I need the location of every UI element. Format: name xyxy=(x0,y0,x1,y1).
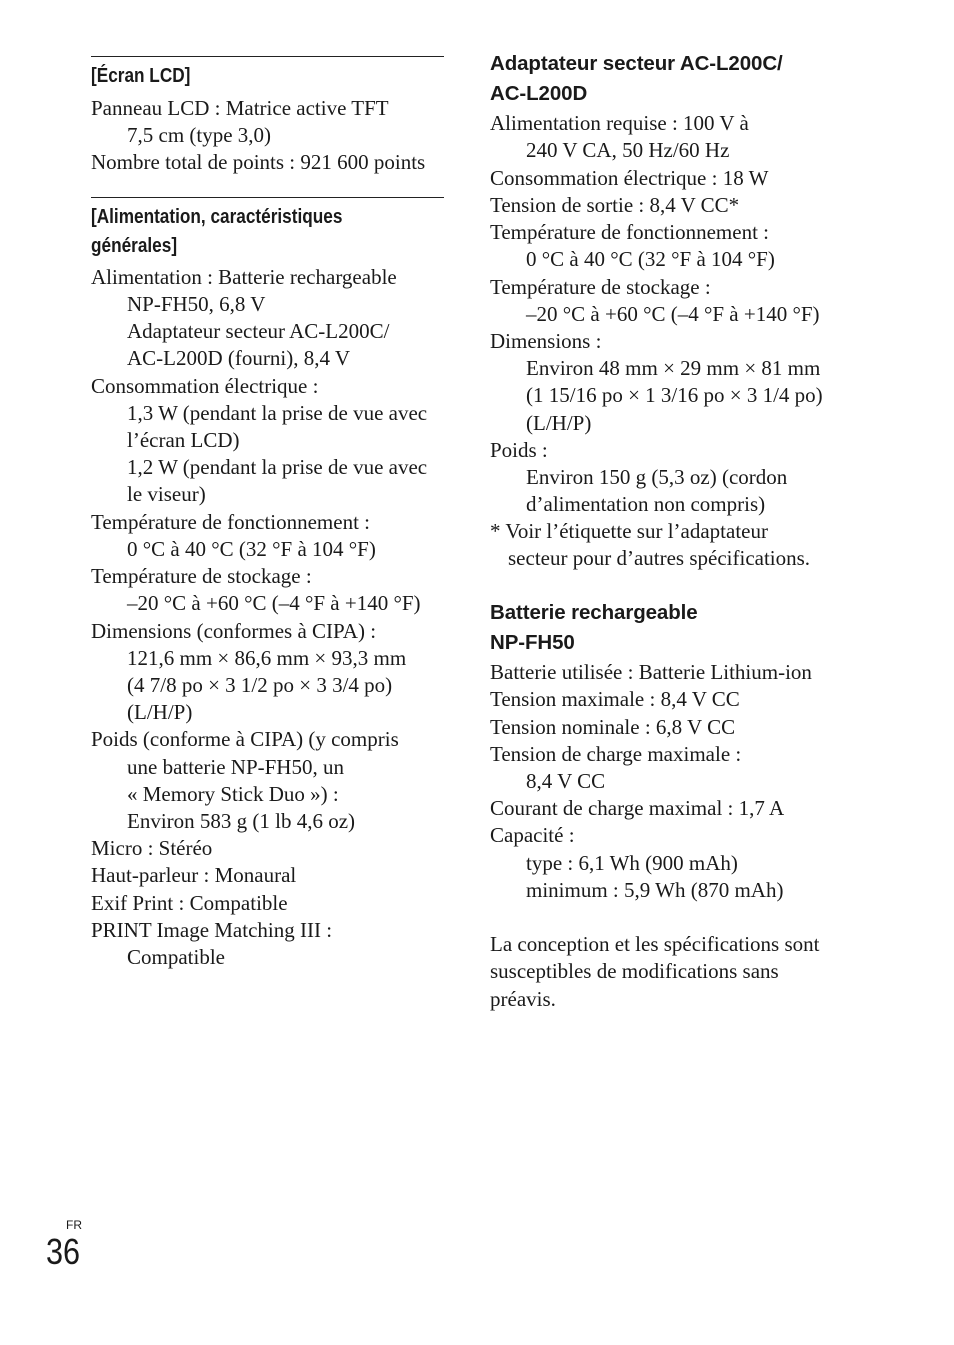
language-code: FR xyxy=(66,1218,82,1232)
notice-line: La conception et les spécifications sont xyxy=(490,932,820,956)
spec-line: Dimensions (conformes à CIPA) : xyxy=(91,619,377,643)
spec-line: Nombre total de points : 921 600 points xyxy=(91,150,426,174)
spec-line: Tension de sortie : 8,4 V CC* xyxy=(490,193,740,217)
spec-line: Tension de charge maximale : xyxy=(490,742,742,766)
spec-line: Adaptateur secteur AC-L200C/ xyxy=(127,319,390,343)
spec-line: 1,2 W (pendant la prise de vue avec xyxy=(127,455,428,479)
section-heading-lcd: [Écran LCD] xyxy=(91,65,191,87)
spec-line: une batterie NP-FH50, un xyxy=(127,755,344,779)
notice-line: préavis. xyxy=(490,987,556,1011)
spec-line: Tension maximale : 8,4 V CC xyxy=(490,687,740,711)
spec-line: 0 °C à 40 °C (32 °F à 104 °F) xyxy=(127,537,376,561)
spec-line: Micro : Stéréo xyxy=(91,836,213,860)
spec-line: 7,5 cm (type 3,0) xyxy=(127,123,272,147)
footnote-line: secteur pour d’autres spécifications. xyxy=(508,546,811,570)
spec-line: –20 °C à +60 °C (–4 °F à +140 °F) xyxy=(526,302,820,326)
spec-line: 1,3 W (pendant la prise de vue avec xyxy=(127,401,428,425)
spec-line: (4 7/8 po × 3 1/2 po × 3 3/4 po) xyxy=(127,673,393,697)
spec-line: Consommation électrique : 18 W xyxy=(490,166,769,190)
spec-line: Température de stockage : xyxy=(490,275,711,299)
spec-line: minimum : 5,9 Wh (870 mAh) xyxy=(526,878,784,902)
spec-line: Poids (conforme à CIPA) (y compris xyxy=(91,727,399,751)
spec-line: –20 °C à +60 °C (–4 °F à +140 °F) xyxy=(127,591,421,615)
spec-line: (L/H/P) xyxy=(127,700,193,724)
spec-line: Dimensions : xyxy=(490,329,602,353)
spec-line: Consommation électrique : xyxy=(91,374,319,398)
spec-line: Exif Print : Compatible xyxy=(91,891,288,915)
spec-line: Alimentation : Batterie rechargeable xyxy=(91,265,397,289)
page-number: 36 xyxy=(46,1231,81,1272)
spec-line: 240 V CA, 50 Hz/60 Hz xyxy=(526,138,730,162)
spec-line: 8,4 V CC xyxy=(526,769,606,793)
spec-line: Environ 48 mm × 29 mm × 81 mm xyxy=(526,356,821,380)
spec-line: Poids : xyxy=(490,438,548,462)
spec-line: Capacité : xyxy=(490,823,575,847)
spec-line: d’alimentation non compris) xyxy=(526,492,766,516)
spec-line: « Memory Stick Duo ») : xyxy=(127,782,339,806)
section-divider xyxy=(91,197,444,198)
section-heading-power-2: générales] xyxy=(91,235,178,257)
spec-line: 0 °C à 40 °C (32 °F à 104 °F) xyxy=(526,247,775,271)
spec-line: AC-L200D (fourni), 8,4 V xyxy=(127,346,351,370)
section-heading-power-1: [Alimentation, caractéristiques xyxy=(91,206,343,228)
spec-line: Tension nominale : 6,8 V CC xyxy=(490,715,736,739)
spec-line: Batterie utilisée : Batterie Lithium-ion xyxy=(490,660,812,684)
spec-line: type : 6,1 Wh (900 mAh) xyxy=(526,851,738,875)
spec-line: le viseur) xyxy=(127,482,206,506)
spec-line: Température de stockage : xyxy=(91,564,312,588)
spec-line: l’écran LCD) xyxy=(127,428,240,452)
spec-line: (L/H/P) xyxy=(526,411,592,435)
spec-line: Haut-parleur : Monaural xyxy=(91,863,297,887)
section-divider xyxy=(91,56,444,57)
footnote-line: * Voir l’étiquette sur l’adaptateur xyxy=(490,519,768,543)
notice-line: susceptibles de modifications sans xyxy=(490,959,779,983)
spec-line: 121,6 mm × 86,6 mm × 93,3 mm xyxy=(127,646,407,670)
spec-line: Compatible xyxy=(127,945,225,969)
section-heading-battery-1: Batterie rechargeable xyxy=(490,601,698,624)
section-heading-battery-2: NP-FH50 xyxy=(490,631,575,654)
spec-line: (1 15/16 po × 1 3/16 po × 3 1/4 po) xyxy=(526,383,823,407)
spec-line: Panneau LCD : Matrice active TFT xyxy=(91,96,389,120)
spec-line: Courant de charge maximal : 1,7 A xyxy=(490,796,785,820)
spec-line: PRINT Image Matching III : xyxy=(91,918,333,942)
spec-line: Environ 583 g (1 lb 4,6 oz) xyxy=(127,809,356,833)
spec-line: Température de fonctionnement : xyxy=(91,510,370,534)
section-heading-adapter-2: AC-L200D xyxy=(490,82,588,105)
spec-line: NP-FH50, 6,8 V xyxy=(127,292,266,316)
section-heading-adapter-1: Adaptateur secteur AC-L200C/ xyxy=(490,52,783,75)
spec-line: Température de fonctionnement : xyxy=(490,220,769,244)
spec-line: Alimentation requise : 100 V à xyxy=(490,111,749,135)
spec-line: Environ 150 g (5,3 oz) (cordon xyxy=(526,465,788,489)
